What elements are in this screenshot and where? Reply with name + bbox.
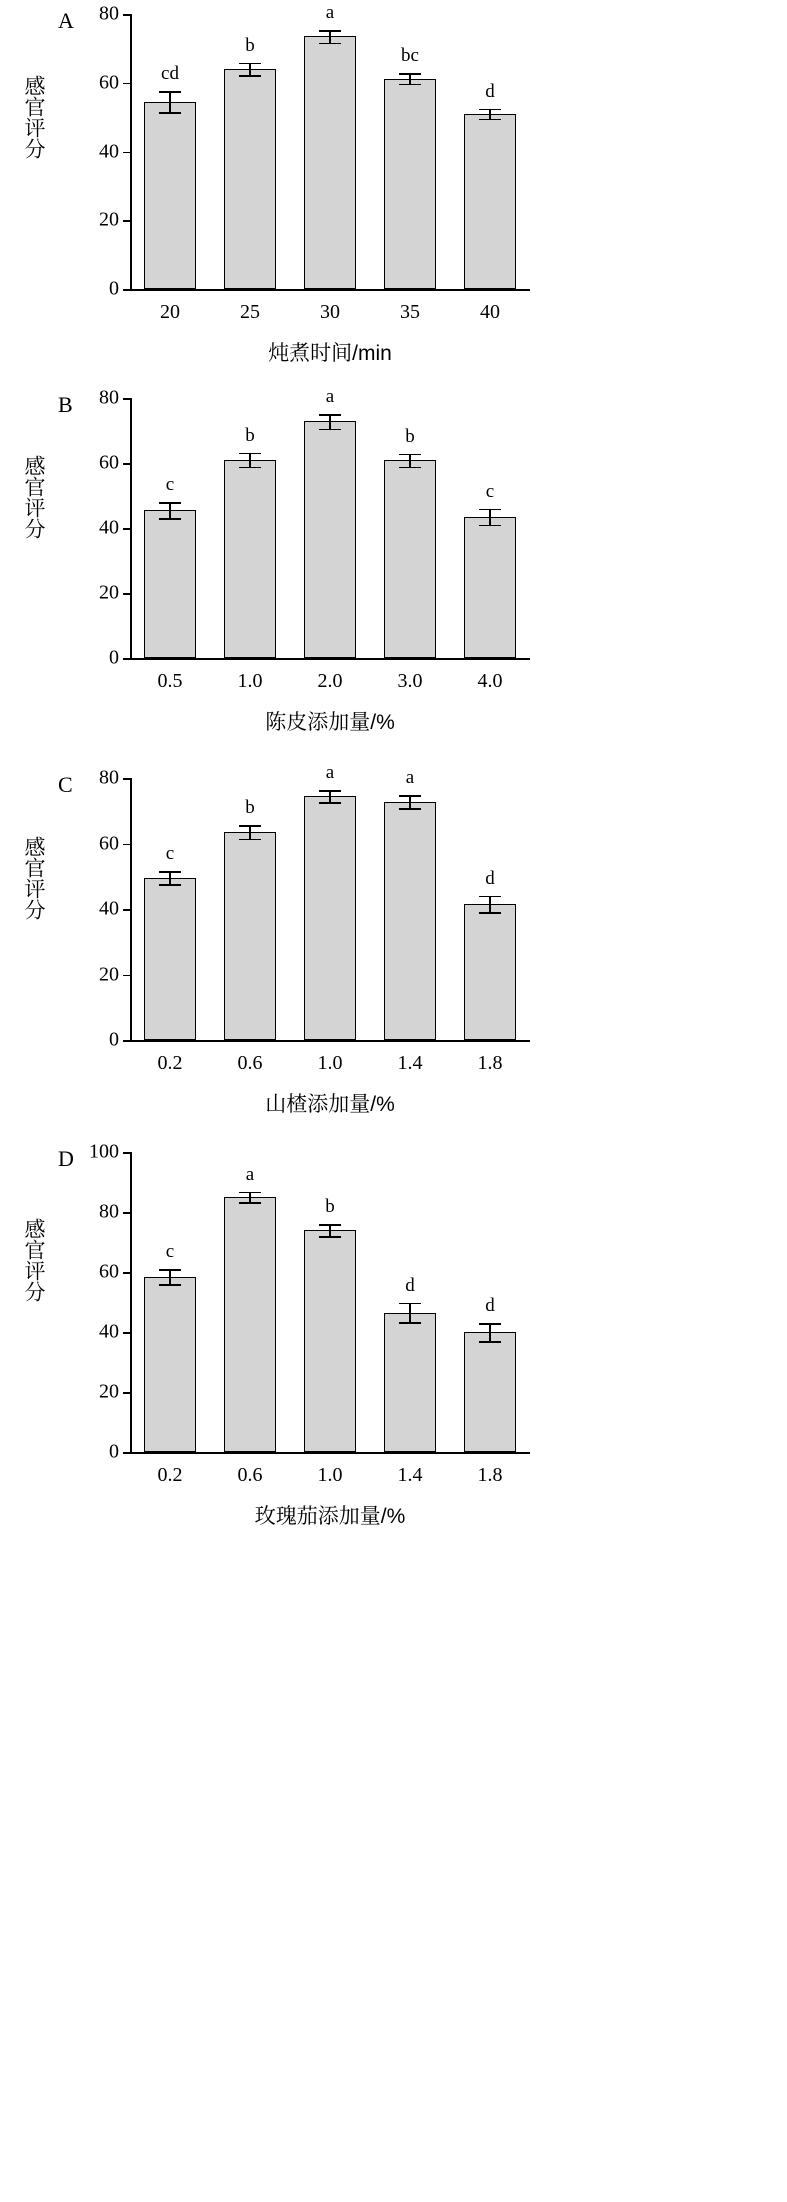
- bar-chart-panel-d: [22, 1140, 530, 1528]
- y-axis-tick-label: 0: [109, 1028, 119, 1051]
- bar: [384, 802, 436, 1040]
- significance-label: c: [165, 843, 175, 865]
- error-bar-cap: [399, 467, 421, 469]
- error-bar-cap: [399, 808, 421, 810]
- x-axis-title: 陈皮添加量/%: [265, 711, 395, 734]
- error-bar: [249, 1192, 251, 1203]
- error-bar: [329, 1224, 331, 1236]
- y-axis-tick-label: 100: [89, 1140, 119, 1163]
- error-bar: [329, 790, 331, 802]
- y-axis-tick: [123, 593, 130, 595]
- x-axis-tick-label: 1.4: [397, 1052, 423, 1074]
- y-axis-tick: [123, 909, 130, 911]
- y-axis-tick: [123, 844, 130, 846]
- x-axis-tick-label: 0.6: [237, 1052, 263, 1074]
- bar: [464, 1332, 516, 1452]
- significance-label: d: [485, 1295, 495, 1316]
- x-axis-tick-label: 30: [320, 301, 340, 323]
- error-bar: [169, 502, 171, 518]
- bar: [304, 796, 356, 1040]
- error-bar: [249, 453, 251, 467]
- significance-label: b: [245, 424, 255, 446]
- x-axis-title: 炖煮时间/min: [268, 342, 392, 365]
- y-axis-tick-label: 0: [109, 646, 119, 669]
- significance-label: d: [485, 867, 495, 889]
- error-bar-cap: [159, 1269, 181, 1271]
- error-bar-cap: [239, 1192, 261, 1194]
- significance-label: c: [165, 474, 175, 495]
- y-axis-tick: [123, 1392, 130, 1394]
- y-axis-tick: [123, 778, 130, 780]
- error-bar-cap: [159, 884, 181, 886]
- significance-label: c: [165, 1241, 175, 1262]
- error-bar: [489, 896, 491, 912]
- y-axis-title: 感官评分: [22, 1218, 45, 1302]
- y-axis-tick-label: 80: [99, 2, 119, 25]
- x-axis-tick-label: 0.6: [237, 1464, 263, 1486]
- y-axis-tick: [123, 152, 130, 154]
- bar: [384, 79, 436, 289]
- x-axis-tick-label: 0.5: [157, 670, 183, 692]
- y-axis-tick: [123, 1452, 130, 1454]
- error-bar-cap: [479, 525, 501, 527]
- y-axis-tick: [123, 289, 130, 291]
- y-axis-tick-label: 20: [99, 581, 119, 604]
- x-axis-line: [130, 289, 530, 291]
- y-axis-title: 感官评分: [22, 455, 45, 540]
- bar: [384, 1313, 436, 1453]
- significance-label: a: [325, 762, 335, 784]
- y-axis-tick-label: 20: [99, 963, 119, 985]
- error-bar-cap: [399, 84, 421, 86]
- y-axis-line: [130, 778, 132, 1042]
- x-axis-tick-label: 1.0: [237, 670, 263, 692]
- panel-label-b: B: [58, 392, 73, 417]
- error-bar-cap: [479, 1323, 501, 1325]
- significance-label: a: [405, 767, 415, 789]
- y-axis-tick-label: 20: [99, 208, 119, 231]
- y-axis-tick-label: 60: [99, 451, 119, 474]
- x-axis-tick-label: 3.0: [397, 670, 423, 692]
- y-axis-tick: [123, 1272, 130, 1274]
- y-axis-tick-label: 40: [99, 897, 119, 920]
- x-axis-tick-label: 1.0: [317, 1464, 343, 1486]
- error-bar-cap: [399, 73, 421, 75]
- significance-label: a: [325, 2, 335, 24]
- error-bar: [489, 509, 491, 525]
- x-axis-tick-label: 4.0: [477, 670, 503, 692]
- error-bar-cap: [239, 75, 261, 77]
- y-axis-tick-label: 40: [99, 140, 119, 162]
- significance-label: b: [245, 797, 255, 819]
- x-axis-tick-label: 35: [400, 301, 420, 323]
- x-axis-tick-label: 20: [160, 301, 180, 323]
- y-axis-tick: [123, 1332, 130, 1334]
- error-bar: [409, 1303, 411, 1322]
- y-axis-title: 感官评分: [22, 74, 45, 159]
- error-bar-cap: [239, 1202, 261, 1204]
- error-bar-cap: [159, 91, 181, 93]
- significance-label: c: [485, 480, 495, 502]
- significance-label: a: [245, 1163, 255, 1185]
- error-bar-cap: [239, 839, 261, 841]
- significance-label: b: [245, 34, 255, 56]
- bar: [144, 102, 196, 289]
- significance-label: b: [325, 1196, 335, 1217]
- y-axis-tick: [123, 220, 130, 222]
- bar-chart-panel-a: [22, 2, 530, 365]
- error-bar: [489, 1323, 491, 1341]
- error-bar-cap: [399, 795, 421, 797]
- x-axis-tick-label: 40: [480, 301, 500, 323]
- y-axis-tick-label: 40: [99, 516, 119, 539]
- error-bar-cap: [479, 109, 501, 111]
- bar: [304, 1230, 356, 1452]
- bar-chart-panel-b: [22, 386, 530, 734]
- x-axis-tick-label: 25: [240, 301, 260, 323]
- error-bar: [169, 871, 171, 884]
- x-axis-line: [130, 1452, 530, 1454]
- bar: [224, 460, 276, 658]
- y-axis-tick: [123, 975, 130, 977]
- y-axis-tick: [123, 658, 130, 660]
- y-axis-tick-label: 60: [99, 71, 119, 94]
- bar: [224, 69, 276, 289]
- error-bar: [169, 1269, 171, 1284]
- y-axis-line: [130, 1152, 132, 1454]
- x-axis-line: [130, 1040, 530, 1042]
- y-axis-tick-label: 0: [109, 1440, 119, 1463]
- bar: [224, 1197, 276, 1452]
- significance-label: b: [405, 425, 415, 447]
- error-bar-cap: [159, 1284, 181, 1286]
- bar: [144, 510, 196, 658]
- error-bar-cap: [319, 429, 341, 431]
- x-axis-tick-label: 1.8: [477, 1464, 503, 1486]
- error-bar-cap: [319, 43, 341, 45]
- y-axis-tick-label: 80: [99, 386, 119, 409]
- y-axis-tick: [123, 463, 130, 465]
- bar: [384, 460, 436, 658]
- error-bar-cap: [239, 825, 261, 827]
- error-bar-cap: [399, 1322, 421, 1324]
- y-axis-tick-label: 40: [99, 1320, 119, 1343]
- significance-label: cd: [161, 63, 179, 85]
- error-bar-cap: [319, 1236, 341, 1238]
- x-axis-tick-label: 2.0: [317, 670, 343, 692]
- error-bar: [409, 795, 411, 808]
- error-bar-cap: [399, 454, 421, 456]
- significance-label: d: [485, 80, 495, 102]
- x-axis-title: 山楂添加量/%: [265, 1093, 395, 1116]
- x-axis-tick-label: 0.2: [157, 1464, 183, 1486]
- x-axis-line: [130, 658, 530, 660]
- error-bar-cap: [239, 453, 261, 455]
- error-bar-cap: [159, 871, 181, 873]
- x-axis-tick-label: 1.4: [397, 1464, 423, 1486]
- x-axis-tick-label: 1.0: [317, 1052, 343, 1074]
- error-bar-cap: [319, 414, 341, 416]
- panel-label-c: C: [58, 772, 73, 797]
- y-axis-tick: [123, 1040, 130, 1042]
- y-axis-line: [130, 398, 132, 660]
- y-axis-tick: [123, 1152, 130, 1154]
- error-bar: [329, 30, 331, 42]
- significance-label: bc: [401, 45, 419, 67]
- significance-label: a: [325, 386, 335, 408]
- bar: [304, 421, 356, 658]
- bar: [144, 878, 196, 1040]
- panel-label-d: D: [58, 1146, 74, 1171]
- error-bar-cap: [319, 1224, 341, 1226]
- error-bar-cap: [479, 509, 501, 511]
- error-bar: [249, 825, 251, 838]
- y-axis-tick: [123, 83, 130, 85]
- error-bar-cap: [159, 502, 181, 504]
- y-axis-tick: [123, 528, 130, 530]
- bar: [464, 904, 516, 1040]
- x-axis-title: 玫瑰茄添加量/%: [254, 1505, 406, 1528]
- significance-label: d: [405, 1274, 415, 1296]
- bar: [464, 114, 516, 289]
- x-axis-tick-label: 0.2: [157, 1052, 183, 1074]
- bar: [224, 832, 276, 1040]
- error-bar-cap: [319, 802, 341, 804]
- error-bar-cap: [479, 912, 501, 914]
- error-bar: [409, 454, 411, 467]
- bar: [144, 1277, 196, 1453]
- y-axis-line: [130, 14, 132, 291]
- panel-label-a: A: [58, 8, 74, 33]
- y-axis-tick: [123, 1212, 130, 1214]
- error-bar: [249, 63, 251, 75]
- y-axis-title: 感官评分: [22, 835, 45, 920]
- bar-chart-panel-c: [22, 762, 530, 1116]
- bar: [304, 36, 356, 289]
- y-axis-tick: [123, 14, 130, 16]
- y-axis-tick-label: 80: [99, 766, 119, 789]
- error-bar: [329, 414, 331, 428]
- error-bar-cap: [479, 119, 501, 121]
- y-axis-tick-label: 20: [99, 1380, 119, 1403]
- error-bar-cap: [319, 790, 341, 792]
- error-bar-cap: [239, 63, 261, 65]
- error-bar-cap: [239, 467, 261, 469]
- y-axis-tick-label: 60: [99, 1260, 119, 1283]
- y-axis-tick-label: 0: [109, 277, 119, 300]
- error-bar: [169, 91, 171, 112]
- error-bar-cap: [159, 518, 181, 520]
- error-bar-cap: [159, 112, 181, 114]
- y-axis-tick-label: 80: [99, 1200, 119, 1223]
- x-axis-tick-label: 1.8: [477, 1052, 503, 1074]
- error-bar-cap: [319, 30, 341, 32]
- y-axis-tick: [123, 398, 130, 400]
- error-bar-cap: [479, 896, 501, 898]
- bar: [464, 517, 516, 658]
- error-bar-cap: [479, 1341, 501, 1343]
- error-bar-cap: [399, 1303, 421, 1305]
- y-axis-tick-label: 60: [99, 832, 119, 854]
